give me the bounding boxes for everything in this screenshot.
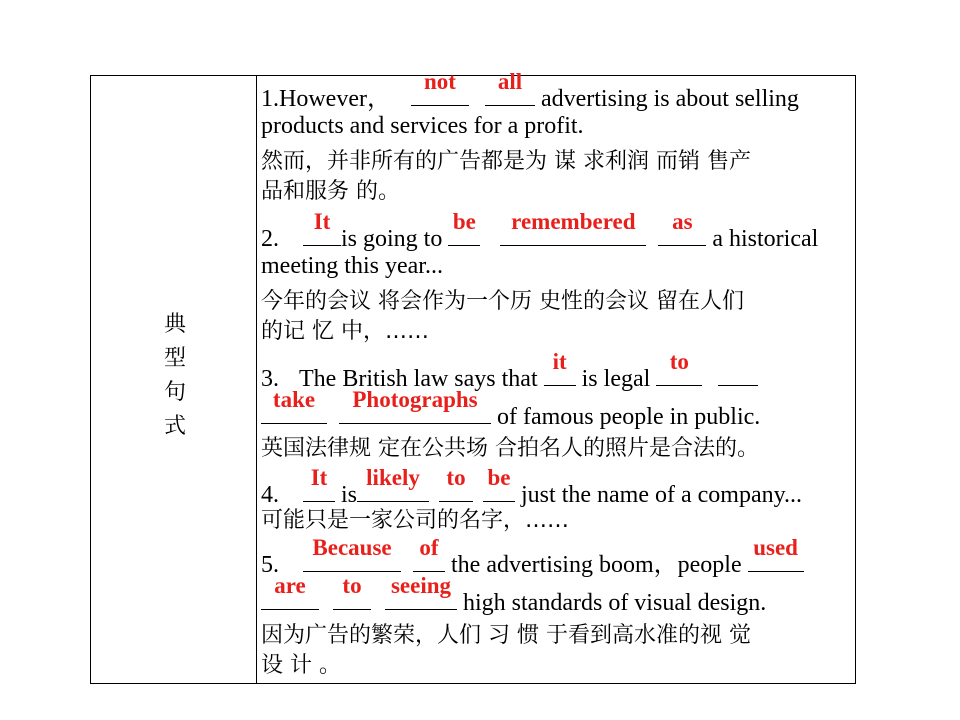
s1-cn2: 品和服务 的。 (261, 179, 400, 204)
blank (413, 535, 445, 572)
blank (658, 209, 706, 246)
blank (303, 465, 335, 502)
answer: to (446, 465, 466, 490)
s2-cn1: 今年的会议 将会作为一个历 史性的会议 留在人们 (261, 289, 744, 314)
answer: Because (312, 535, 392, 560)
answer: not (423, 69, 456, 94)
blank (303, 535, 401, 572)
answer: of (419, 535, 439, 560)
s1-cn1: 然而，并非所有的广告都是为 谋 求利润 而销 售产 (261, 149, 751, 174)
s5-prefix: 5. (261, 552, 279, 578)
answer: to (342, 573, 362, 598)
blank (333, 573, 371, 610)
blank (718, 359, 758, 386)
blank (261, 387, 327, 424)
s4-mid: is (341, 482, 358, 508)
answer: likely (366, 465, 420, 490)
s1-prefix: 1.However， (261, 86, 391, 112)
s3-line1 (261, 349, 758, 394)
label-char: 式 (163, 414, 186, 439)
s2-line1 (261, 209, 819, 254)
answer: as (672, 209, 693, 234)
answer: It (310, 465, 328, 490)
blank (485, 69, 535, 106)
answer: used (753, 535, 798, 560)
s1-line1 (261, 69, 799, 114)
blank (439, 465, 473, 502)
s3-cn1: 英国法律规 定在公共场 合拍名人的照片是合法的。 (261, 436, 759, 461)
s3-mid: is legal (581, 366, 651, 392)
s4-prefix: 4. (261, 482, 279, 508)
sentence-table (90, 69, 856, 684)
content-column (257, 69, 855, 683)
answer: take (272, 387, 316, 412)
s5-line2 (261, 573, 767, 618)
s2-cn2: 的记 忆 中，…… (261, 319, 429, 344)
s3-rest: of famous people in public. (497, 404, 761, 430)
answer: remembered (511, 209, 636, 234)
blank (748, 535, 804, 572)
s2-mid: is going to (341, 226, 443, 252)
s5-cn2: 设 计 。 (261, 653, 341, 678)
s3-line2 (261, 387, 761, 432)
s5-rest: high standards of visual design. (463, 590, 767, 616)
s5-mid: the advertising boom，people (451, 552, 742, 578)
blank (656, 349, 702, 386)
label-char: 句 (163, 380, 186, 405)
s1-rest: advertising is about selling (540, 86, 799, 112)
blank (385, 573, 457, 610)
s4-line1 (261, 465, 803, 510)
answer: it (552, 349, 567, 374)
s2-rest: a historical (712, 226, 819, 252)
label-char: 典 (163, 312, 186, 337)
blank (303, 209, 341, 246)
blank (448, 209, 480, 246)
label-char: 型 (163, 346, 186, 371)
vertical-label (163, 308, 187, 444)
s2-line2: meeting this year... (261, 253, 443, 279)
s2-prefix: 2. (261, 226, 279, 252)
blank (339, 387, 491, 424)
answer: all (497, 69, 523, 94)
blank (261, 573, 319, 610)
answer: seeing (390, 573, 452, 598)
answer: are (274, 573, 306, 598)
s1-line2: products and services for a profit. (261, 113, 584, 139)
answer: to (669, 349, 689, 374)
answer: Photographs (352, 387, 478, 412)
blank (500, 209, 646, 246)
blank (411, 69, 469, 106)
blank (483, 465, 515, 502)
s3-prefix: 3. (261, 366, 279, 392)
blank (357, 465, 429, 502)
s3-text1: The British law says that (299, 366, 538, 392)
answer: be (487, 465, 511, 490)
answer: be (452, 209, 476, 234)
label-column (91, 76, 257, 683)
s4-rest: just the name of a company... (521, 482, 803, 508)
blank (544, 349, 576, 386)
s4-cn1: 可能只是一家公司的名字，…… (261, 508, 570, 533)
s5-cn1: 因为广告的繁荣，人们 习 惯 于看到高水准的视 觉 (261, 623, 751, 648)
answer: It (313, 209, 331, 234)
